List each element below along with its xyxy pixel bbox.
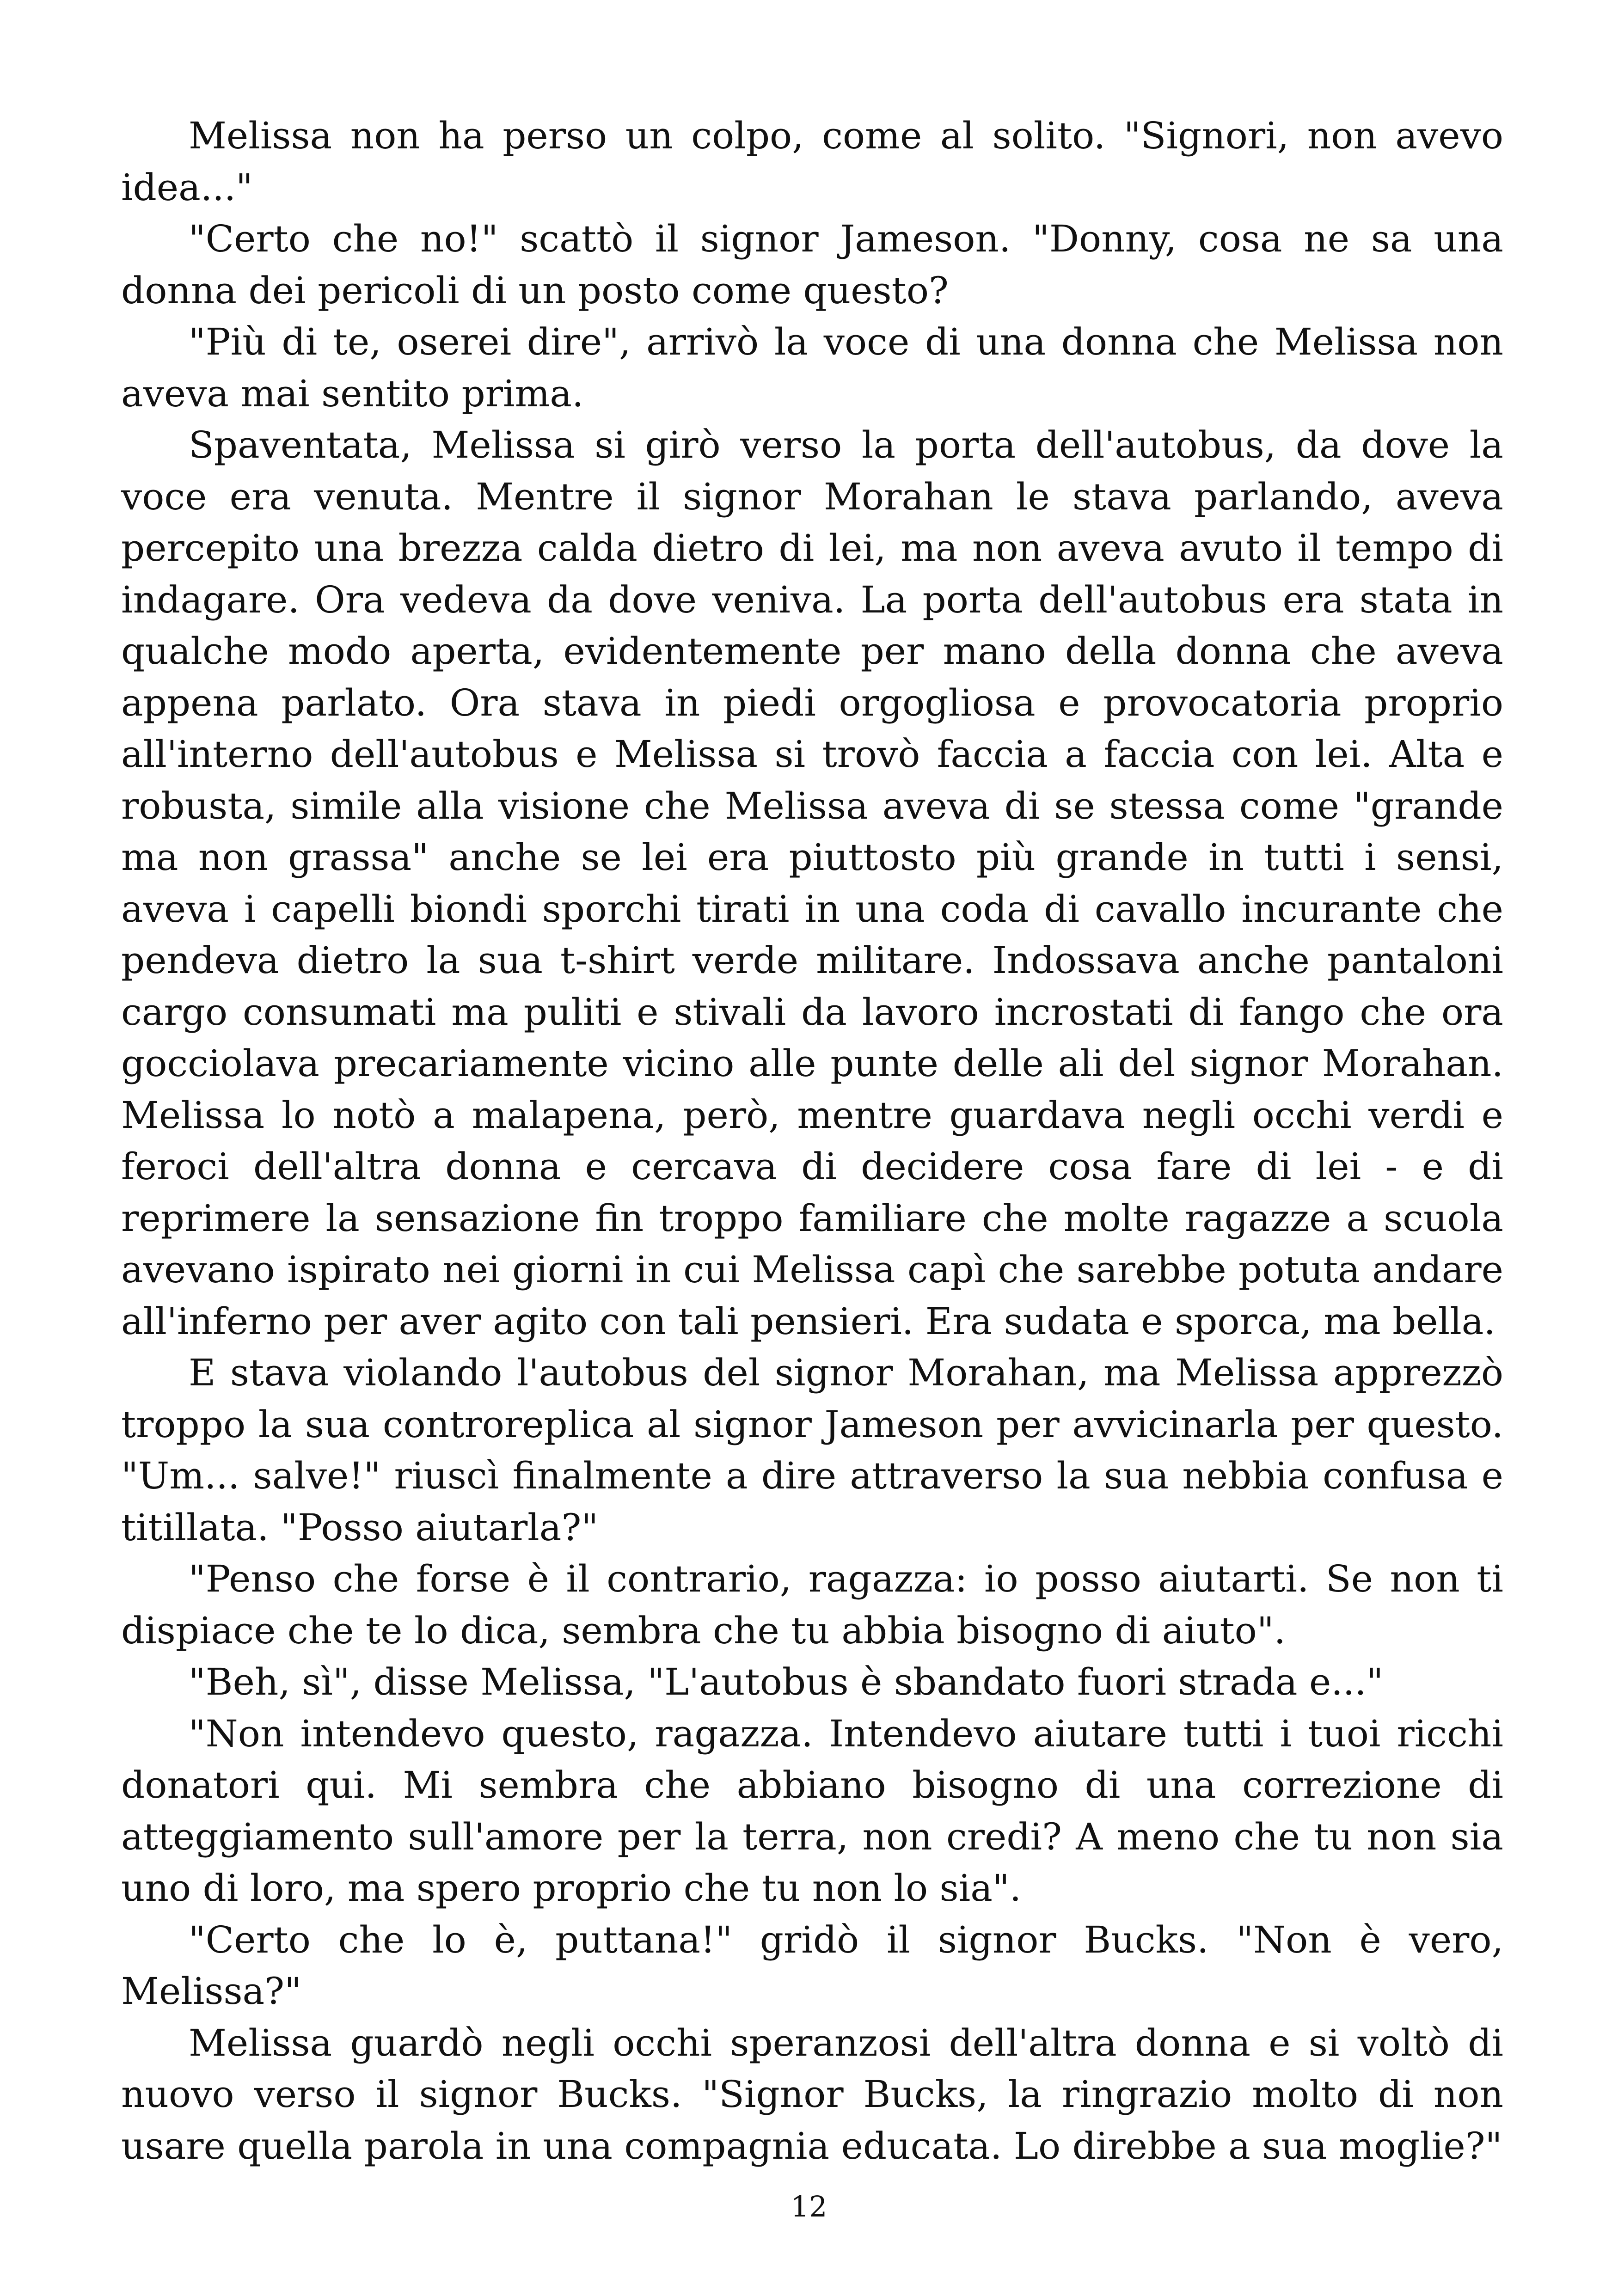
page-number: 12 — [791, 2190, 827, 2223]
paragraph: E stava violando l'autobus del signor Morahan, ma Melissa apprezzò troppo la sua controreplica al signor Jameson per avvicinarla per questo. "Um... salve!" riuscì finalmente a dire attraverso la sua nebbia confusa e titillata. "Posso aiutarla?" — [121, 1351, 1503, 1549]
paragraph: "Più di te, oserei dire", arrivò la voce di una donna che Melissa non aveva mai sentito prima. — [121, 320, 1503, 415]
paragraph: "Penso che forse è il contrario, ragazza: io posso aiutarti. Se non ti dispiace che te lo dica, sembra che tu abbia bisogno di aiuto". — [121, 1557, 1503, 1652]
paragraph: "Beh, sì", disse Melissa, "L'autobus è sbandato fuori strada e..." — [189, 1660, 1384, 1703]
paragraph: "Non intendevo questo, ragazza. Intendevo aiutare tutti i tuoi ricchi donatori qui. Mi sembra che abbiano bisogno di una correzione di atteggiamento sull'amore per la terra, non credi? A meno che tu non sia uno di loro, ma spero proprio che tu non lo sia". — [121, 1712, 1503, 1910]
paragraph: "Certo che lo è, puttana!" gridò il signor Bucks. "Non è vero, Melissa?" — [121, 1918, 1503, 2013]
paragraph: Spaventata, Melissa si girò verso la porta dell'autobus, da dove la voce era venuta. Mentre il signor Morahan le stava parlando, aveva percepito una brezza calda dietro di lei, ma non aveva avuto il tempo di indagare. Ora vedeva da dove veniva. La porta dell'autobus era stata in qualche modo aperta, evidentemente per mano della donna che aveva appena parlato. Ora stava in piedi orgogliosa e provocatoria proprio all'interno dell'autobus e Melissa si trovò faccia a faccia con lei. Alta e robusta, simile alla visione che Melissa aveva di se stessa come "grande ma non grassa" anche se lei era piuttosto più grande in tutti i sensi, aveva i capelli biondi sporchi tirati in una coda di cavallo incurante che pendeva dietro la sua t-shirt verde militare. Indossava anche pantaloni cargo consumati ma puliti e stivali da lavoro incrostati di fango che ora gocciolava precariamente vicino alle punte delle ali del signor Morahan. Melissa lo notò a malapena, però, mentre guardava negli occhi verdi e feroci dell'altra donna e cercava di decidere cosa fare di lei - e di reprimere la sensazione fin troppo familiare che molte ragazze a scuola avevano ispirato nei giorni in cui Melissa capì che sarebbe potuta andare all'inferno per aver agito con tali pensieri. Era sudata e sporca, ma bella. — [121, 423, 1503, 1343]
body-text — [121, 110, 1503, 2172]
paragraph: Melissa guardò negli occhi speranzosi dell'altra donna e si voltò di nuovo verso il signor Bucks. "Signor Bucks, la ringrazio molto di non usare quella parola in una compagnia educata. Lo direbbe a sua moglie?" — [121, 2021, 1503, 2167]
paragraph: "Certo che no!" scattò il signor Jameson. "Donny, cosa ne sa una donna dei pericoli di un posto come questo? — [121, 217, 1503, 312]
paragraph: Melissa non ha perso un colpo, come al solito. "Signori, non avevo idea..." — [121, 114, 1503, 209]
